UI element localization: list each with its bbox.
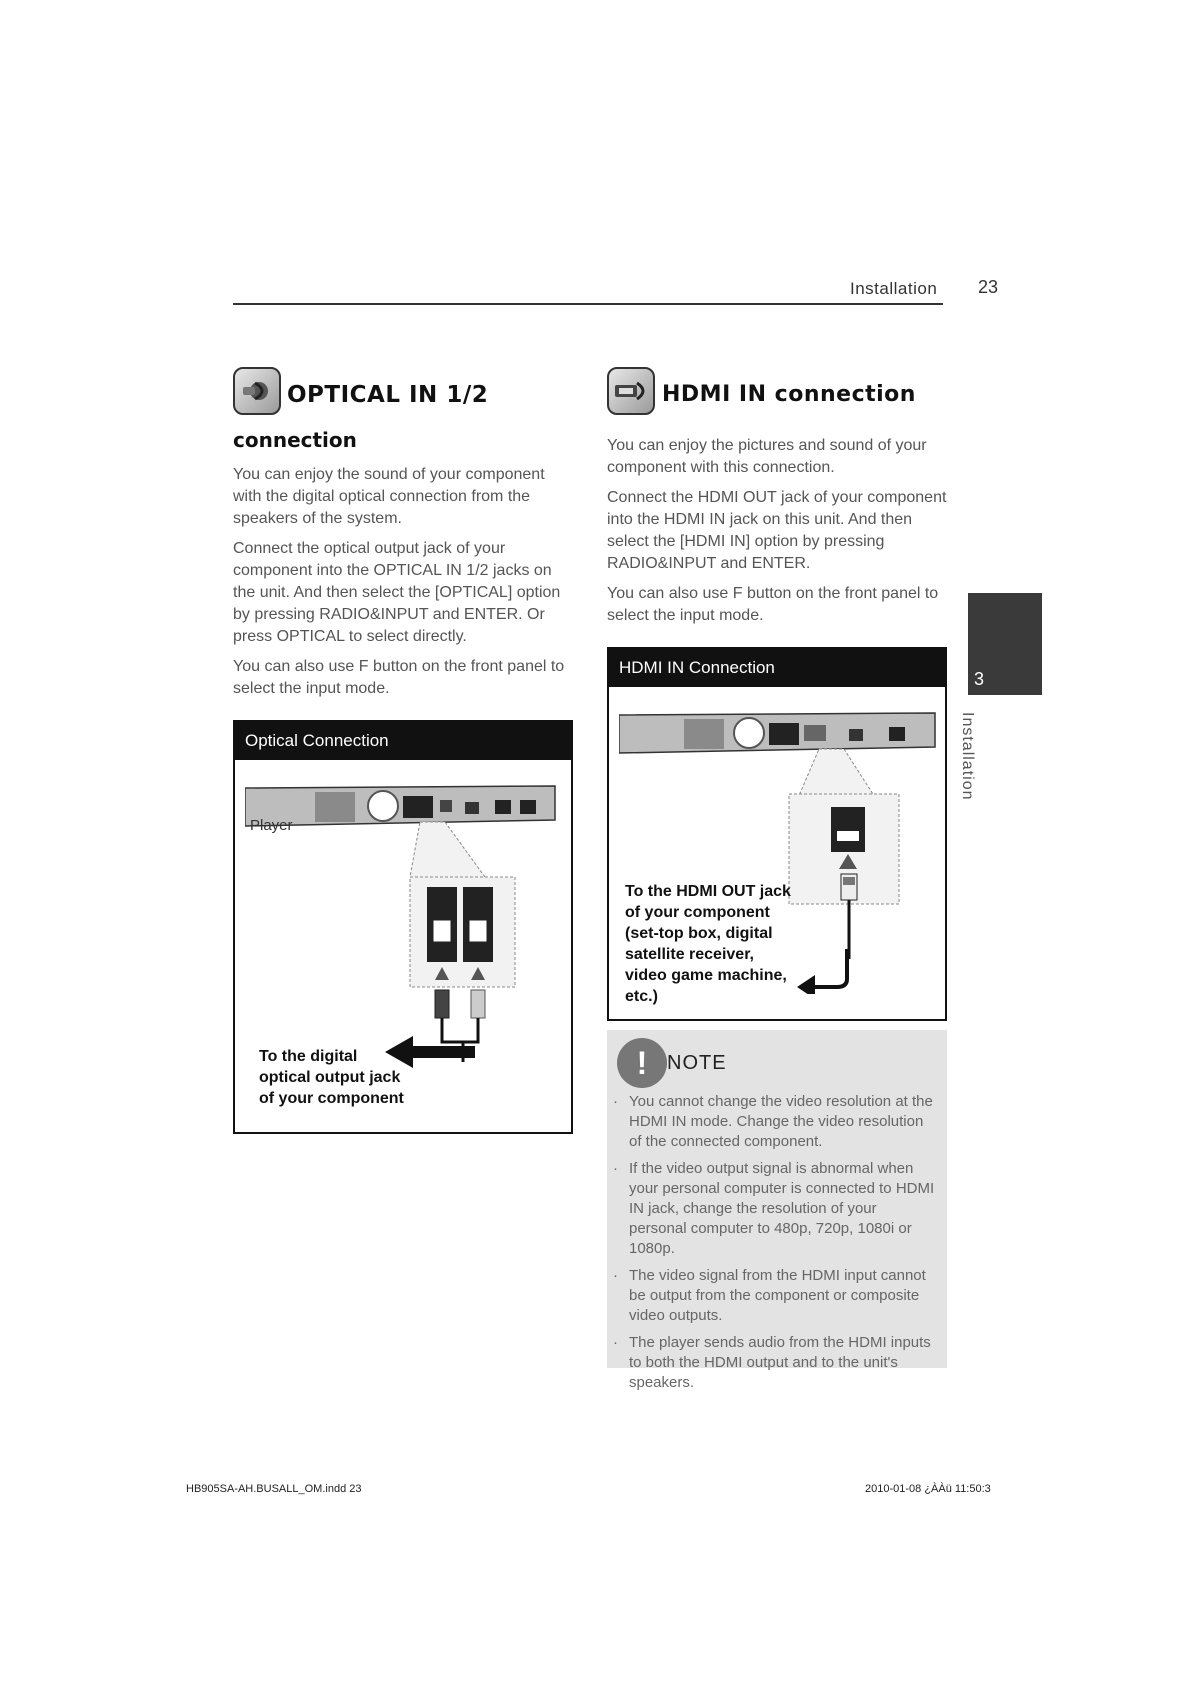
optical-paragraph: Connect the optical output jack of your component into the OPTICAL IN 1/2 jacks on the unit. And then select the [OPTICAL] option by pressing RADIO&INPUT and ENTER. Or press OPTICAL to select directly. — [233, 540, 561, 645]
chapter-number: 3 — [974, 669, 985, 689]
optical-connection-diagram — [233, 720, 573, 1134]
optical-plug-icon — [233, 367, 281, 415]
optical-body — [233, 464, 571, 708]
note-item: · The video signal from the HDMI input cannot be output from the component or composite video outputs. — [607, 1266, 937, 1326]
chapter-side-tab — [968, 593, 1042, 695]
optical-diagram-caption: To the digital optical output jack of your component — [259, 1048, 404, 1107]
optical-diagram-illustration — [245, 782, 565, 1062]
hdmi-connection-diagram — [607, 647, 947, 1021]
hdmi-diagram-title: HDMI IN Connection — [609, 649, 945, 687]
note-box — [607, 1030, 947, 1391]
header-rule — [233, 303, 943, 305]
note-item: · You cannot change the video resolution at the HDMI IN mode. Change the video resolution of the connected component. — [607, 1092, 937, 1152]
exclamation-icon: ! — [617, 1038, 667, 1088]
hdmi-plug-icon — [607, 367, 655, 415]
note-item: · The player sends audio from the HDMI inputs to both the HDMI output and to the unit's speakers. — [607, 1333, 937, 1393]
hdmi-paragraph: You can enjoy the pictures and sound of your component with this connection. — [607, 437, 927, 476]
optical-heading: OPTICAL IN 1/2 — [287, 382, 489, 408]
optical-diagram-title: Optical Connection — [235, 722, 571, 760]
hdmi-paragraph: Connect the HDMI OUT jack of your component into the HDMI IN jack on this unit. And then select the [HDMI IN] option by pressing RADIO&INPUT and ENTER. — [607, 489, 947, 572]
footer-timestamp: 2010-01-08 ¿ÀÀü 11:50:3 — [865, 1483, 991, 1495]
hdmi-heading: HDMI IN connection — [662, 382, 916, 407]
page-number: 23 — [978, 277, 999, 297]
hdmi-paragraph: You can also use F button on the front panel to select the input mode. — [607, 585, 939, 624]
hdmi-diagram-caption: To the HDMI OUT jack of your component (set-top box, digital satellite receiver, video game machine, etc.) — [625, 883, 791, 1005]
footer-file-name: HB905SA-AH.BUSALL_OM.indd 23 — [186, 1483, 362, 1495]
optical-heading-sub: connection — [233, 428, 357, 452]
optical-paragraph: You can enjoy the sound of your component with the digital optical connection from the speakers of the system. — [233, 466, 545, 527]
player-label: Player — [250, 817, 293, 834]
optical-paragraph: You can also use F button on the front panel to select the input mode. — [233, 658, 565, 697]
header-section-title: Installation — [850, 279, 938, 298]
hdmi-body — [607, 435, 947, 635]
chapter-side-label: Installation — [959, 712, 976, 801]
note-title: NOTE — [667, 1052, 727, 1074]
note-list — [607, 1092, 937, 1400]
note-item: · If the video output signal is abnormal when your personal computer is connected to HDMI IN jack, change the resolution of your personal computer to 480p, 720p, 1080i or 1080p. — [607, 1159, 937, 1259]
curved-arrow-icon — [797, 949, 857, 994]
